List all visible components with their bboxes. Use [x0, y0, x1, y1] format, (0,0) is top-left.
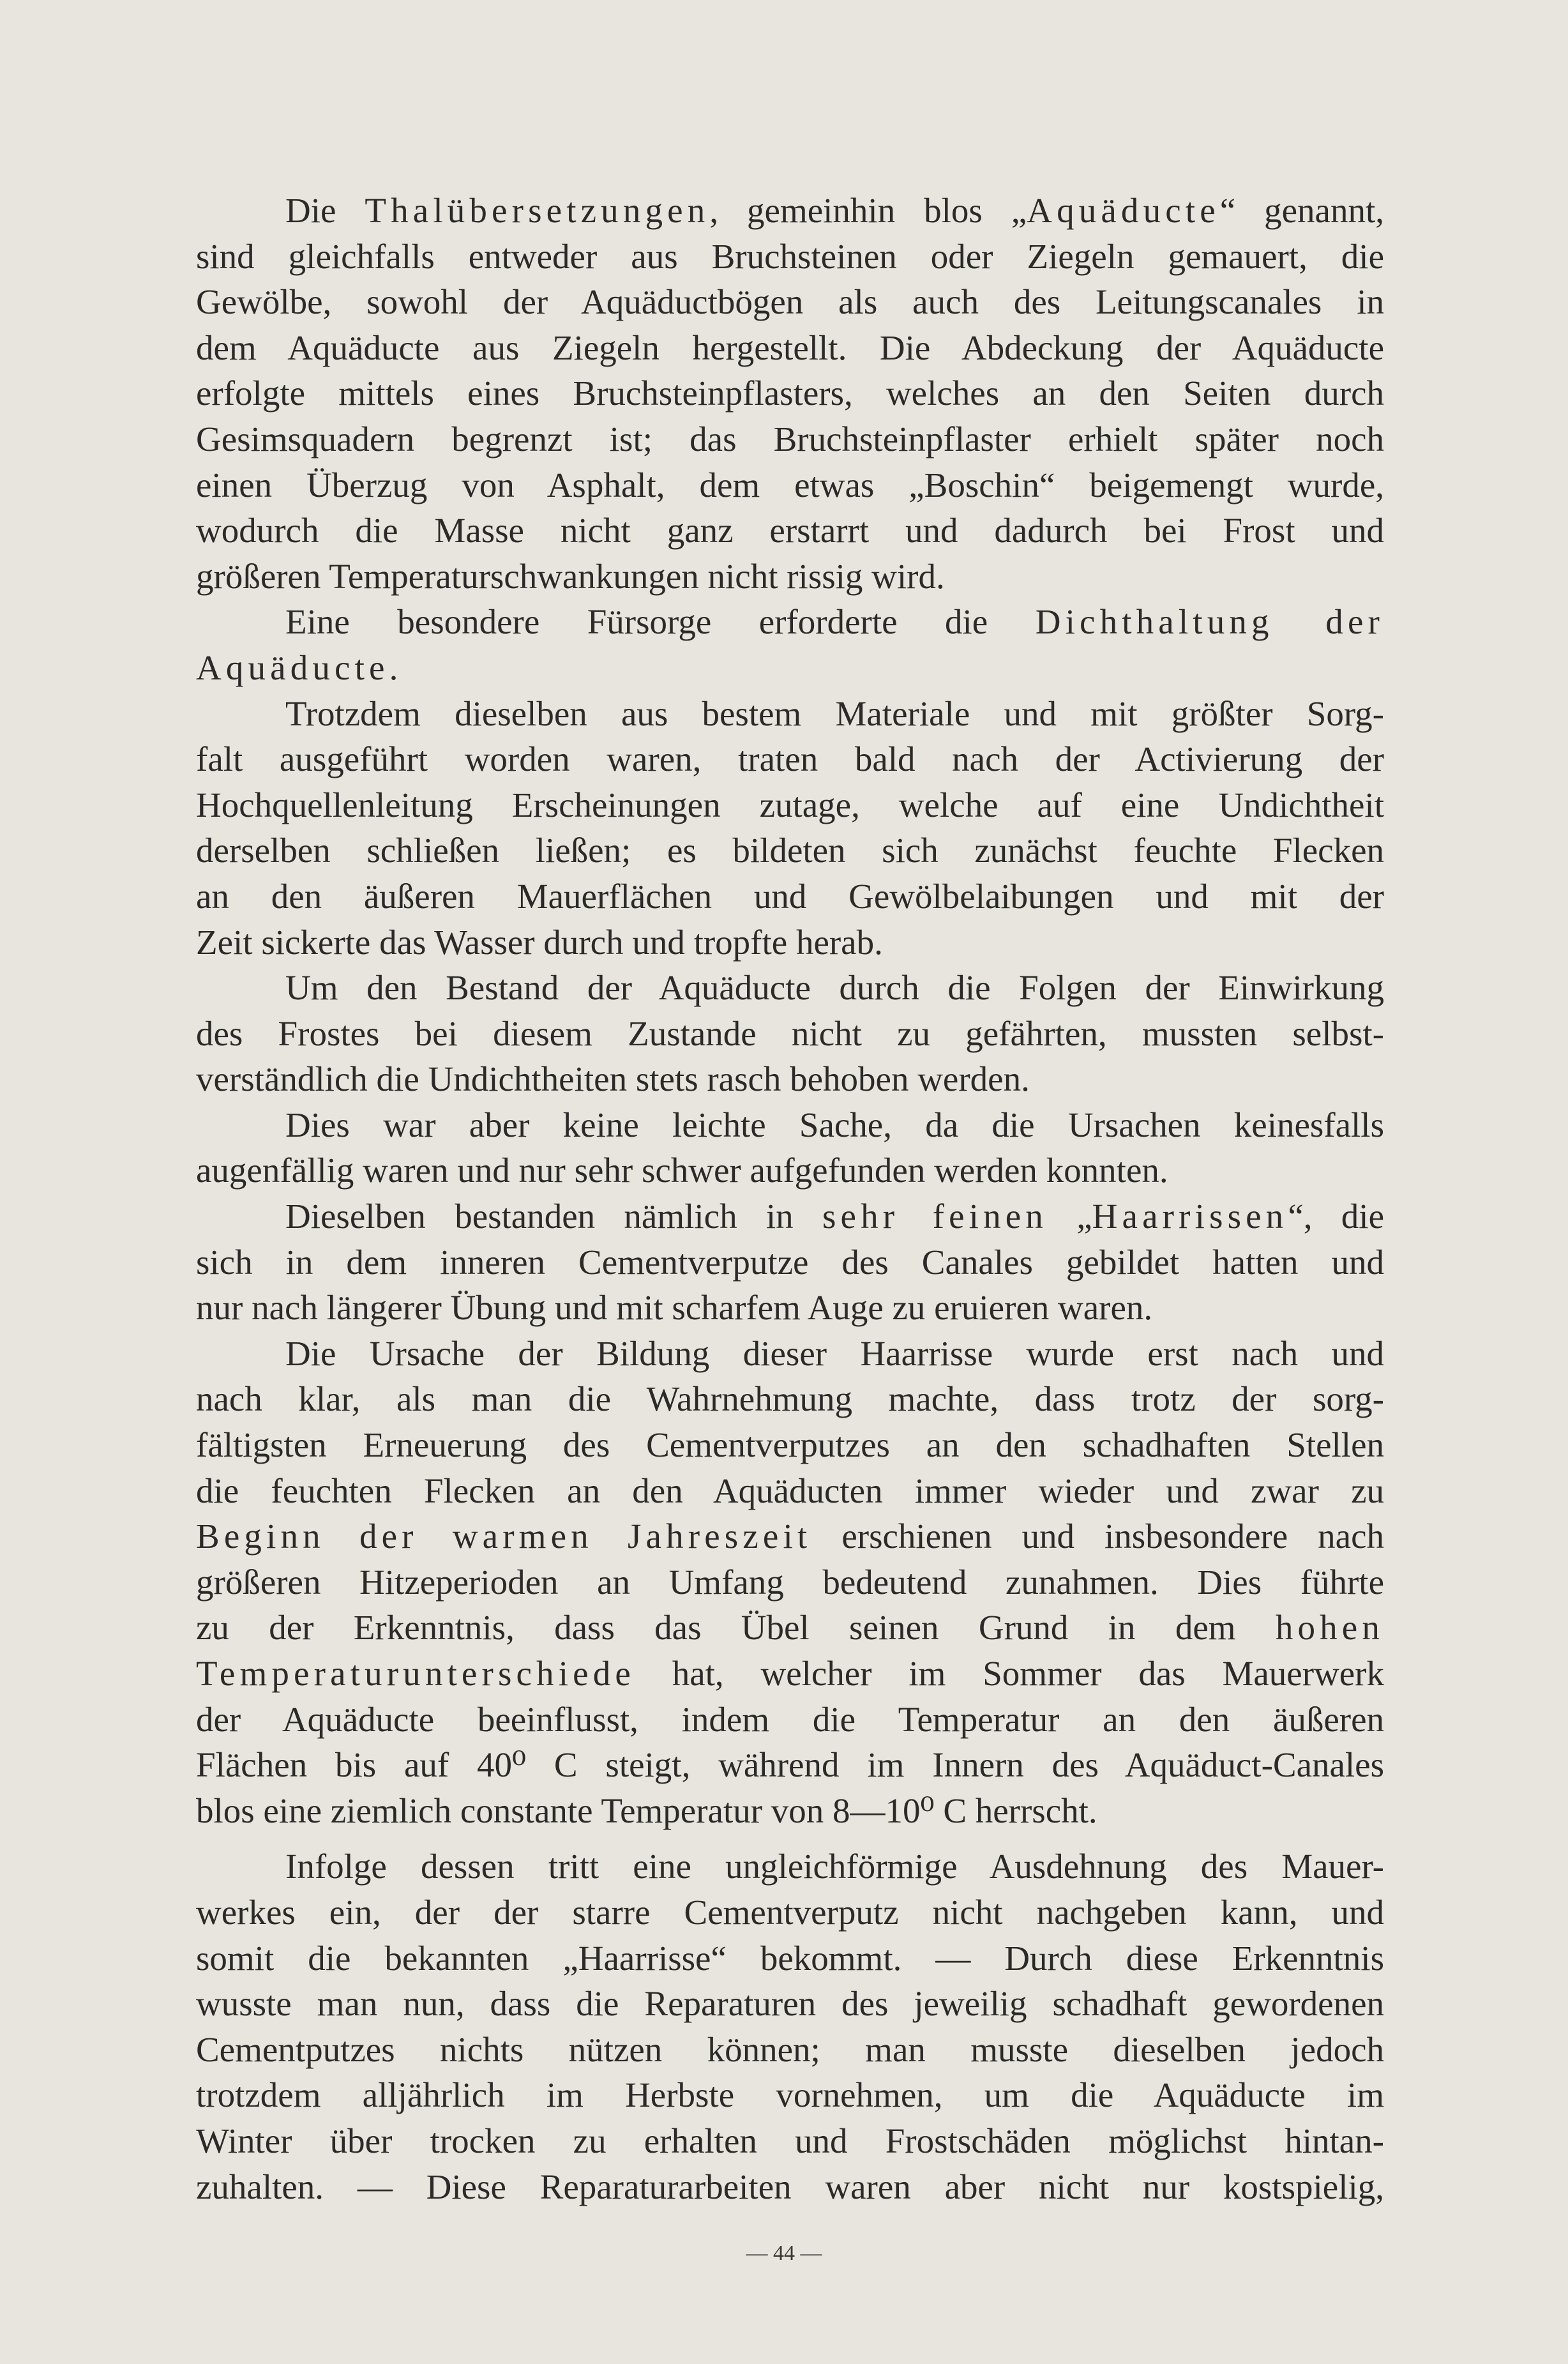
- spaced-emphasis: sehr feinen: [822, 1197, 1048, 1236]
- text-line: [196, 2118, 1384, 2164]
- text-line: [196, 1056, 1384, 1102]
- text-line: [196, 645, 1384, 691]
- text-segment: derselben schließen ließen; es bildeten sich zunächst feuchte Flecken: [196, 831, 1384, 870]
- text-segment: Cementputzes nichts nützen können; man musste dieselben jedoch: [196, 2029, 1384, 2069]
- text-line: [196, 1193, 1384, 1239]
- text-line: [196, 508, 1384, 554]
- text-segment: hat, welcher im Sommer das Mauerwerk: [635, 1654, 1384, 1693]
- text-line: [196, 188, 1384, 234]
- text-line: [196, 554, 1384, 600]
- text-line: [196, 1742, 1384, 1788]
- text-segment: fältigsten Erneuerung des Cementverputzes an den schadhaften Stellen: [196, 1425, 1384, 1465]
- text-line: [196, 462, 1384, 508]
- text-segment: größeren Hitzeperioden an Umfang bedeutend zunahmen. Dies führte: [196, 1562, 1384, 1602]
- text-line: [196, 828, 1384, 874]
- text-line: [196, 1148, 1384, 1193]
- text-segment: werkes ein, der der starre Cementverputz nicht nachgeben kann, und: [196, 1892, 1384, 1932]
- text-segment: an den äußeren Mauerflächen und Gewölbelaibungen und mit der: [196, 876, 1384, 916]
- text-line: [196, 1559, 1384, 1605]
- text-segment: somit die bekannten „Haarrisse“ bekommt. — Durch diese Erkenntnis: [196, 1938, 1384, 1978]
- text-segment: Eine besondere Fürsorge erforderte die: [285, 602, 1036, 642]
- text-segment: sich in dem inneren Cementverputze des Canales gebildet hatten und: [196, 1242, 1384, 1282]
- text-segment: nach klar, als man die Wahrnehmung machte, dass trotz der sorg-: [196, 1379, 1384, 1419]
- text-segment: Winter über trocken zu erhalten und Frostschäden möglichst hintan-: [196, 2121, 1384, 2160]
- text-segment: „: [1047, 1197, 1092, 1236]
- page-number: — 44 —: [746, 2241, 822, 2265]
- text-line: [196, 1605, 1384, 1651]
- paragraph: [196, 691, 1384, 966]
- text-segment: zu der Erkenntnis, dass das Übel seinen Grund in dem: [196, 1608, 1276, 1648]
- text-segment: Gewölbe, sowohl der Aquäductbögen als auch des Leitungscanales in: [196, 282, 1384, 322]
- text-line: [196, 1102, 1384, 1148]
- text-segment: die feuchten Flecken an den Aquäducten immer wieder und zwar zu: [196, 1471, 1384, 1510]
- text-line: [196, 1936, 1384, 1981]
- paragraph: [196, 1193, 1384, 1331]
- text-line: [196, 920, 1384, 966]
- spaced-emphasis: Haarrissen: [1092, 1197, 1288, 1236]
- text-line: [196, 1651, 1384, 1697]
- text-segment: des Frostes bei diesem Zustande nicht zu gefährten, mussten selbst-: [196, 1013, 1384, 1053]
- spaced-emphasis: Dichthaltung der: [1035, 602, 1384, 642]
- text-line: [196, 691, 1384, 737]
- text-segment: , gemeinhin blos „: [709, 191, 1027, 230]
- text-segment: nur nach längerer Übung und mit scharfem Auge zu eruieren waren.: [196, 1288, 1153, 1328]
- text-segment: der Aquäducte beeinflusst, indem die Temperatur an den äußeren: [196, 1699, 1384, 1739]
- text-line: [196, 325, 1384, 371]
- text-line: [196, 1376, 1384, 1422]
- text-line: [196, 1239, 1384, 1285]
- paragraph: [196, 599, 1384, 690]
- text-line: [196, 1788, 1384, 1834]
- text-segment: Flächen bis auf 40⁰ C steigt, während im Innern des Aquäduct-Canales: [196, 1745, 1384, 1785]
- spaced-emphasis: Temperaturunterschiede: [196, 1654, 635, 1693]
- text-line: [196, 2027, 1384, 2073]
- text-segment: “ genannt,: [1219, 191, 1384, 230]
- text-line: [196, 874, 1384, 920]
- text-segment: Trotzdem dieselben aus bestem Materiale und mit größter Sorg-: [285, 693, 1384, 733]
- text-segment: Zeit sickerte das Wasser durch und tropfte herab.: [196, 922, 883, 962]
- text-segment: wusste man nun, dass die Reparaturen des jeweilig schadhaft gewordenen: [196, 1984, 1384, 2024]
- text-line: [196, 279, 1384, 325]
- text-line: [196, 1011, 1384, 1057]
- text-line: [196, 599, 1384, 645]
- spaced-emphasis: Beginn der warmen Jahreszeit: [196, 1517, 812, 1556]
- text-segment: Dieselben bestanden nämlich in: [285, 1197, 822, 1236]
- text-segment: Dies war aber keine leichte Sache, da die Ursachen keinesfalls: [285, 1105, 1384, 1144]
- text-segment: Infolge dessen tritt eine ungleichförmige Ausdehnung des Mauer-: [285, 1847, 1384, 1886]
- text-line: [196, 1890, 1384, 1936]
- text-segment: zuhalten. — Diese Reparaturarbeiten waren aber nicht nur kostspielig,: [196, 2167, 1384, 2206]
- text-segment: wodurch die Masse nicht ganz erstarrt und dadurch bei Frost und: [196, 511, 1384, 550]
- spaced-emphasis: Thalübersetzungen: [365, 191, 710, 230]
- paragraph: [196, 1331, 1384, 1834]
- text-line: [196, 1981, 1384, 2027]
- text-line: [196, 416, 1384, 462]
- text-segment: trotzdem alljährlich im Herbste vornehmen, um die Aquäducte im: [196, 2075, 1384, 2115]
- text-segment: falt ausgeführt worden waren, traten bald nach der Activierung der: [196, 739, 1384, 779]
- paragraph: [196, 1844, 1384, 2209]
- text-line: [196, 1468, 1384, 1514]
- text-line: [196, 965, 1384, 1011]
- text-segment: Die Ursache der Bildung dieser Haarrisse wurde erst nach und: [285, 1333, 1384, 1373]
- paragraph: [196, 1102, 1384, 1193]
- paragraph: [196, 188, 1384, 599]
- paragraph: [196, 965, 1384, 1102]
- text-segment: Um den Bestand der Aquäducte durch die Folgen der Einwirkung: [285, 968, 1384, 1008]
- text-line: [196, 1697, 1384, 1743]
- text-segment: erfolgte mittels eines Bruchsteinpflasters, welches an den Seiten durch: [196, 374, 1384, 413]
- text-line: [196, 1513, 1384, 1559]
- text-segment: augenfällig waren und nur sehr schwer aufgefunden werden konnten.: [196, 1151, 1168, 1190]
- spaced-emphasis: hohen: [1275, 1608, 1384, 1648]
- text-segment: Gesimsquadern begrenzt ist; das Bruchsteinpflaster erhielt später noch: [196, 419, 1384, 458]
- text-segment: “, die: [1288, 1197, 1384, 1236]
- text-line: [196, 782, 1384, 828]
- text-segment: blos eine ziemlich constante Temperatur von 8—10⁰ C herrscht.: [196, 1791, 1097, 1830]
- text-line: [196, 736, 1384, 782]
- text-segment: größeren Temperaturschwankungen nicht rissig wird.: [196, 556, 945, 596]
- text-segment: dem Aquäducte aus Ziegeln hergestellt. Die Abdeckung der Aquäducte: [196, 328, 1384, 367]
- text-line: [196, 2072, 1384, 2118]
- text-line: [196, 1422, 1384, 1468]
- text-line: [196, 234, 1384, 280]
- text-segment: verständlich die Undichtheiten stets rasch behoben werden.: [196, 1059, 1030, 1099]
- text-segment: einen Überzug von Asphalt, dem etwas „Boschin“ beigemengt wurde,: [196, 465, 1384, 504]
- spaced-emphasis: Aquäducte.: [196, 648, 403, 687]
- text-segment: Hochquellenleitung Erscheinungen zutage, welche auf eine Undichtheit: [196, 785, 1384, 824]
- text-line: [196, 370, 1384, 416]
- text-line: [196, 1285, 1384, 1331]
- text-line: [196, 1331, 1384, 1377]
- text-segment: Die: [285, 191, 365, 230]
- text-segment: sind gleichfalls entweder aus Bruchsteinen oder Ziegeln gemauert, die: [196, 236, 1384, 276]
- text-line: [196, 2164, 1384, 2210]
- spaced-emphasis: Aquäducte: [1027, 191, 1220, 230]
- page-body-text: [196, 188, 1384, 2209]
- text-segment: erschienen und insbesondere nach: [811, 1517, 1384, 1556]
- text-line: [196, 1844, 1384, 1890]
